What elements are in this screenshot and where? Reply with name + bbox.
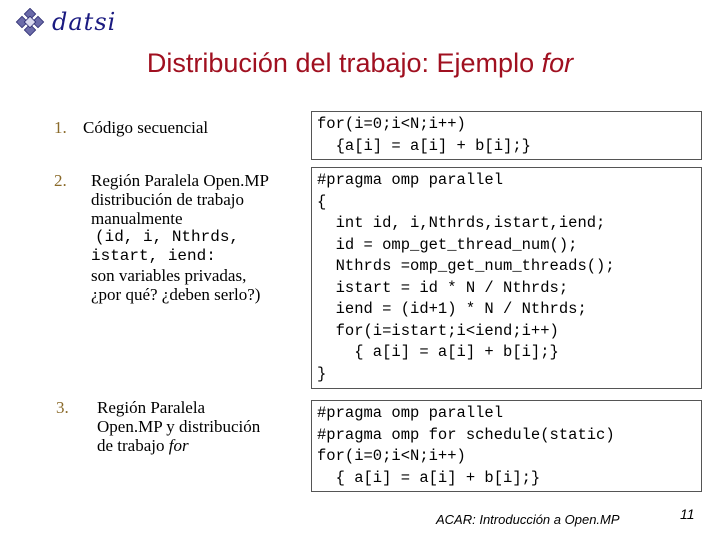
code-line: #pragma omp parallel (317, 171, 504, 189)
item-2-number: 2. (54, 171, 67, 190)
item-3-number: 3. (56, 398, 69, 417)
code-line: #pragma omp for schedule(static) (317, 425, 615, 444)
code-box-sequential (311, 111, 702, 160)
code-line: { (317, 192, 327, 211)
code-line: for(i=0;i<N;i++) (317, 447, 466, 465)
item-2-text: Región Paralela Open.MP distribución de trabajo manualmente (id, i, Nthrds, istart, iend: son variables privadas, ¿por qué? ¿deben serlo?) (91, 171, 269, 304)
code-box-manual (311, 167, 702, 389)
item-3-text: Región Paralela Open.MP y distribución de trabajo for (97, 398, 261, 455)
code-line: iend = (id+1) * N / Nthrds; (317, 300, 587, 318)
code-line: for(i=istart;i<iend;i++) (317, 321, 559, 340)
code-line: for(i=0;i<N;i++) (317, 115, 466, 133)
logo-diamond-icon (14, 8, 54, 40)
code-line: istart = id * N / Nthrds; (317, 278, 569, 297)
code-line: int id, i,Nthrds,istart,iend; (317, 214, 606, 232)
item-1-text: Código secuencial (83, 118, 209, 137)
code-line: } (317, 364, 327, 383)
logo-text: datsi (52, 8, 117, 36)
page-number: 11 (680, 506, 695, 522)
code-line: { a[i] = a[i] + b[i];} (317, 343, 559, 361)
code-line: Nthrds =omp_get_num_threads(); (317, 257, 615, 275)
code-line: id = omp_get_thread_num(); (317, 235, 578, 254)
code-line: { a[i] = a[i] + b[i];} (317, 468, 541, 487)
code-line: {a[i] = a[i] + b[i];} (317, 136, 531, 155)
code-box-omp-for (311, 400, 702, 492)
item-1-number: 1. (54, 118, 67, 137)
code-line: #pragma omp parallel (317, 404, 504, 422)
slide-title: Distribución del trabajo: Ejemplo for (146, 48, 574, 78)
footer-text: ACAR: Introducción a Open.MP (436, 512, 620, 527)
